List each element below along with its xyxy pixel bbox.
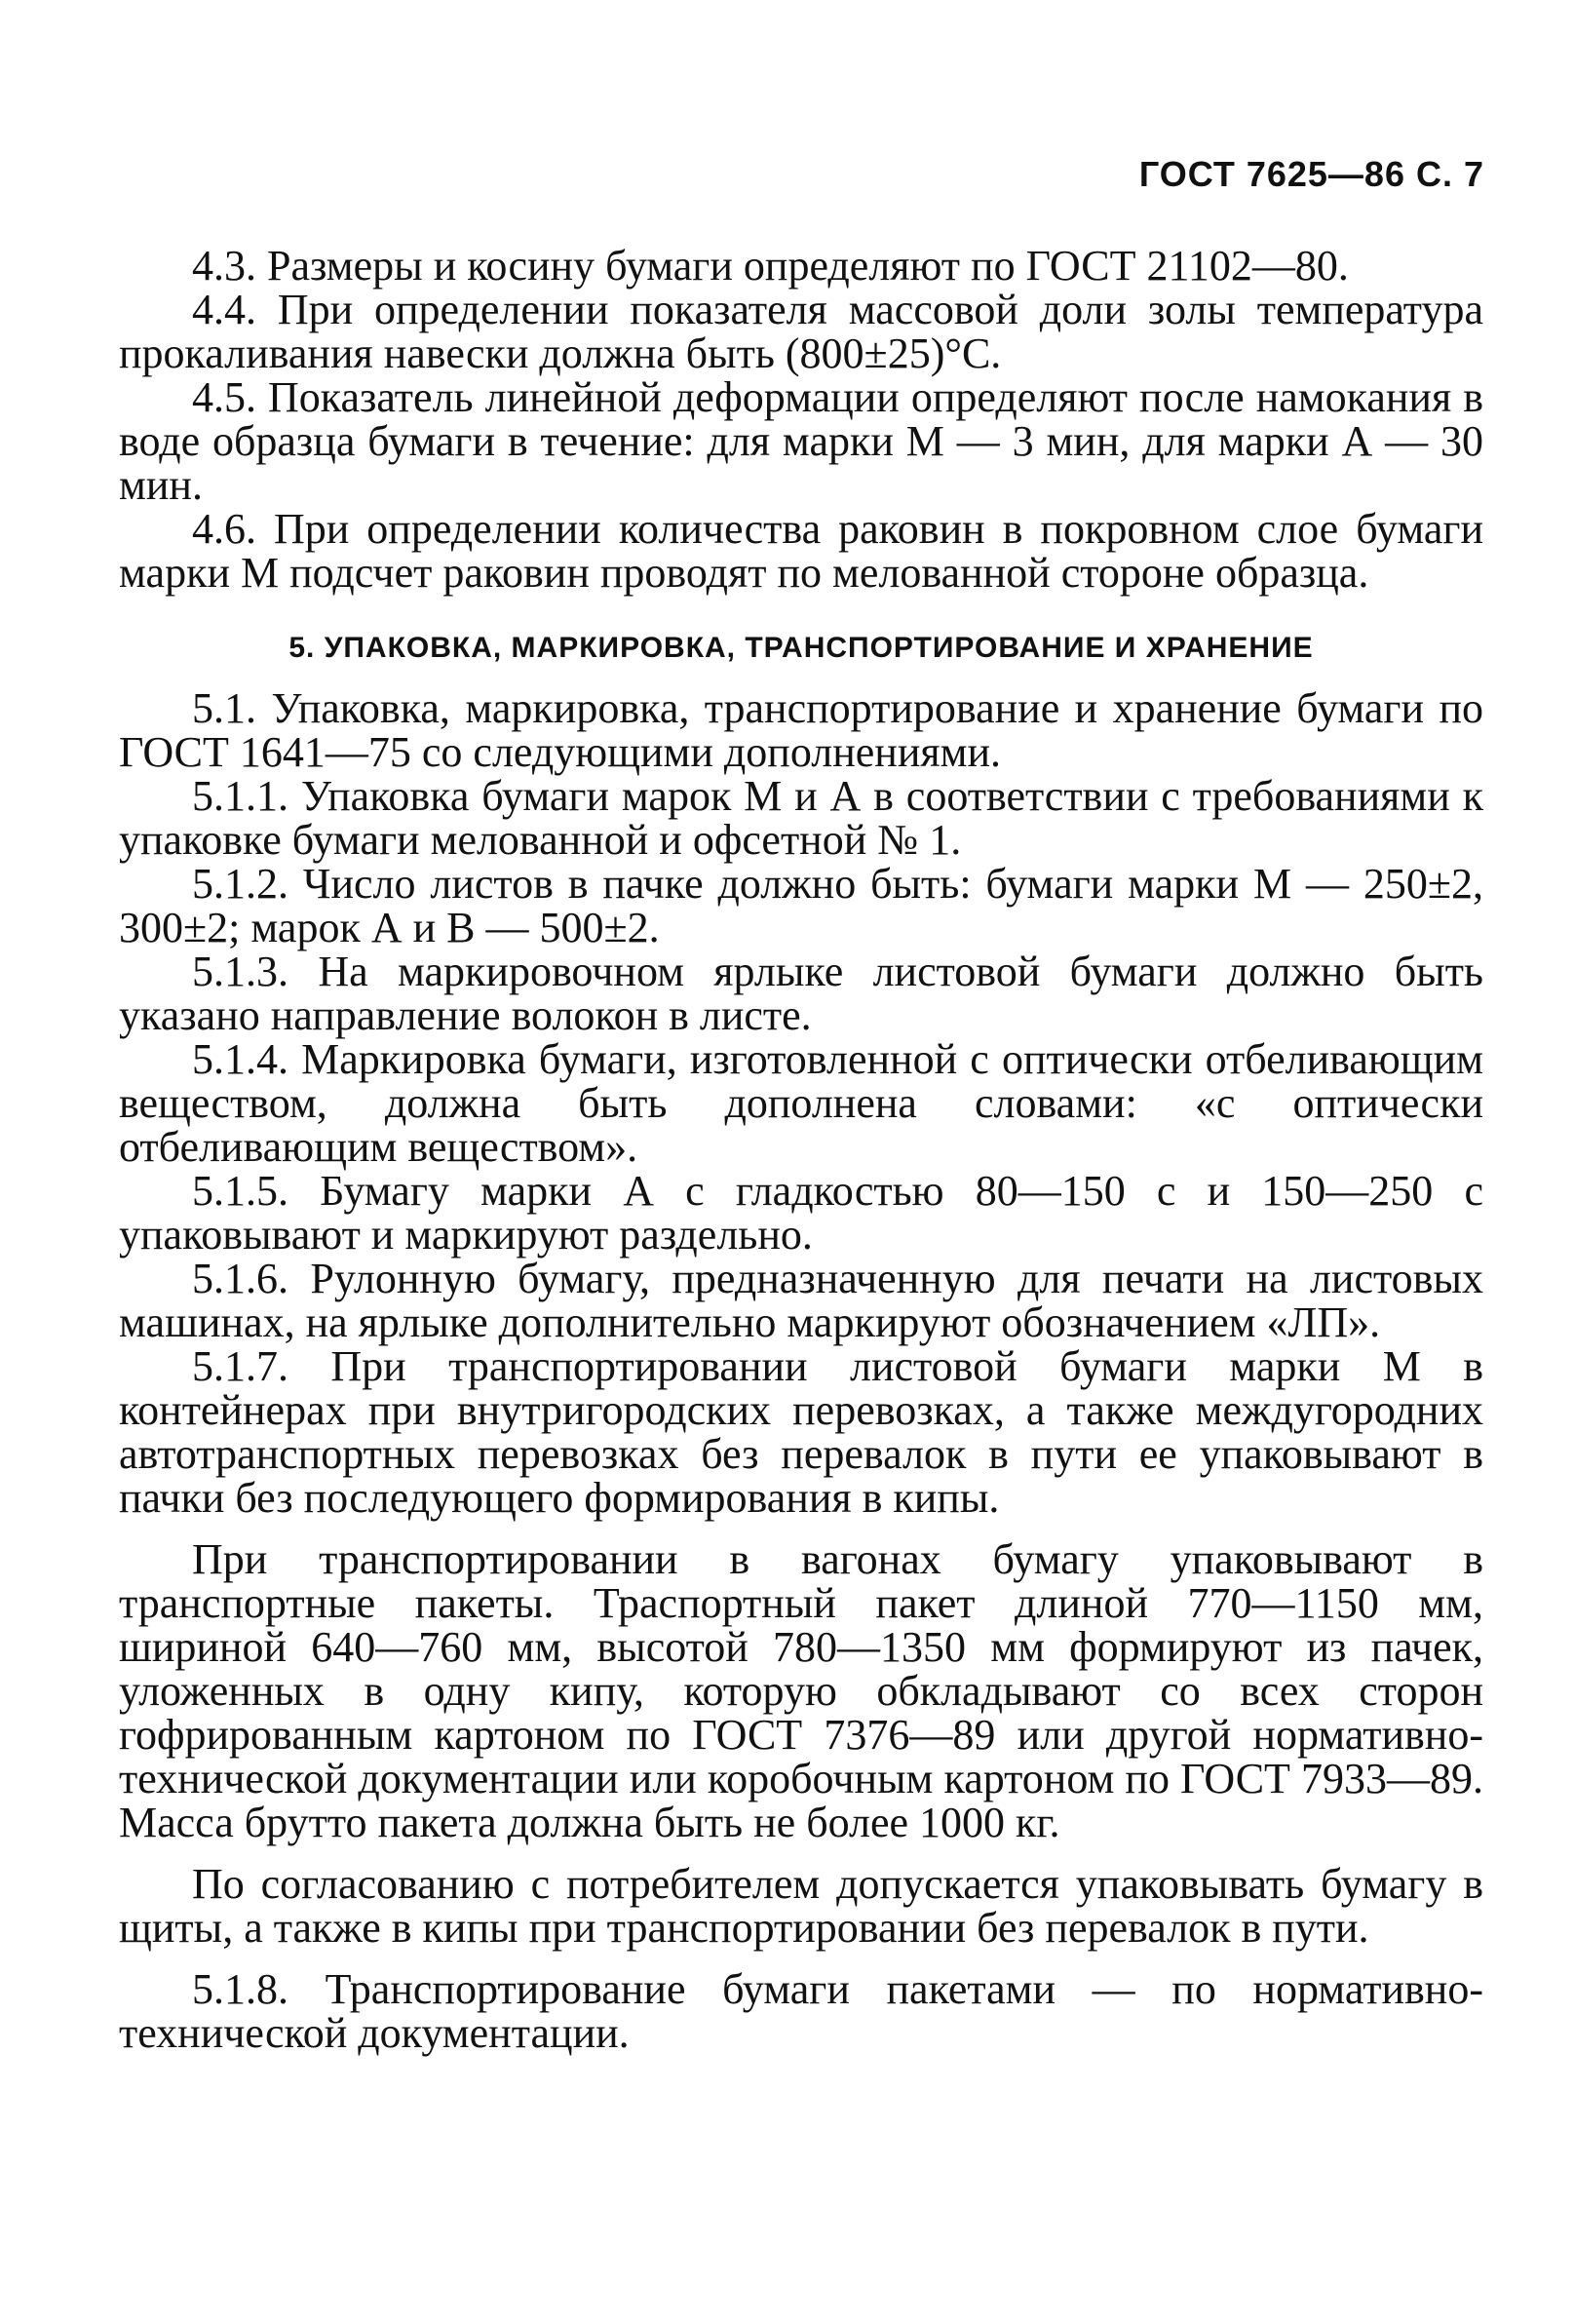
paragraph-4-4: 4.4. При определении показателя массовой доли золы температура прокаливания навески должна быть (800±25)°С. <box>119 286 1483 377</box>
document-body <box>119 244 1483 2055</box>
paragraph-transport-packages: При транспортировании в вагонах бумагу упаковывают в транспортные пакеты. Траспортный пакет длиной 770—1150 мм, шириной 640—760 мм, высотой 780—1350 мм формируют из пачек, уложенных в одну кипу, которую обкладывают со всех сторон гофрированным картоном по ГОСТ 7376—89 или другой нормативно-технической документации или коробочным картоном по ГОСТ 7933—89. Масса брутто пакета должна быть не более 1000 кг. <box>119 1535 1483 1846</box>
paragraph-5-1-5: 5.1.5. Бумагу марки А с гладкостью 80—150 с и 150—250 с упаковывают и маркируют раздельно. <box>119 1167 1483 1259</box>
paragraph-5-1-6: 5.1.6. Рулонную бумагу, предназначенную для печати на листовых машинах, на ярлыке дополнительно маркируют обозначением «ЛП». <box>119 1255 1483 1346</box>
paragraph-5-1-3: 5.1.3. На маркировочном ярлыке листовой бумаги должно быть указано направление волокон в листе. <box>119 948 1483 1039</box>
paragraph-5-1-1: 5.1.1. Упаковка бумаги марок М и А в соответствии с требованиями к упаковке бумаги мелованной и офсетной № 1. <box>119 772 1483 864</box>
paragraph-4-5: 4.5. Показатель линейной деформации определяют после намокания в воде образца бумаги в течение: для марки М — 3 мин, для марки А — 30 мин. <box>119 373 1483 509</box>
paragraph-5-1-7: 5.1.7. При транспортировании листовой бумаги марки М в контейнерах при внутригородских перевозках, а также междугородних автотранспортных перевозках без перевалок в пути ее упаковывают в пачки без последующего формирования в кипы. <box>119 1342 1483 1522</box>
page-header: ГОСТ 7625—86 С. 7 <box>1138 154 1484 194</box>
paragraph-5-1: 5.1. Упаковка, маркировка, транспортирование и хранение бумаги по ГОСТ 1641—75 со следующими дополнениями. <box>119 684 1483 776</box>
paragraph-5-1-2: 5.1.2. Число листов в пачке должно быть: бумаги марки М — 250±2, 300±2; марок А и В — 500±2. <box>119 860 1483 951</box>
paragraph-4-3: 4.3. Размеры и косину бумаги определяют по ГОСТ 21102—80. <box>192 242 1349 290</box>
paragraph-4-6: 4.6. При определении количества раковин в покровном слое бумаги марки М подсчет раковин проводят по мелованной стороне образца. <box>119 505 1483 597</box>
paragraph-5-1-8: 5.1.8. Транспортирование бумаги пакетами — по нормативно-технической документации. <box>119 1965 1483 2057</box>
section-5-title: 5. УПАКОВКА, МАРКИРОВКА, ТРАНСПОРТИРОВАНИЕ И ХРАНЕНИЕ <box>288 632 1314 664</box>
paragraph-agreement: По согласованию с потребителем допускается упаковывать бумагу в щиты, а также в кипы при транспортировании без перевалок в пути. <box>119 1860 1483 1952</box>
paragraph-5-1-4: 5.1.4. Маркировка бумаги, изготовленной с оптически отбеливающим веществом, должна быть дополнена словами: «с оптически отбеливающим веществом». <box>119 1035 1483 1171</box>
